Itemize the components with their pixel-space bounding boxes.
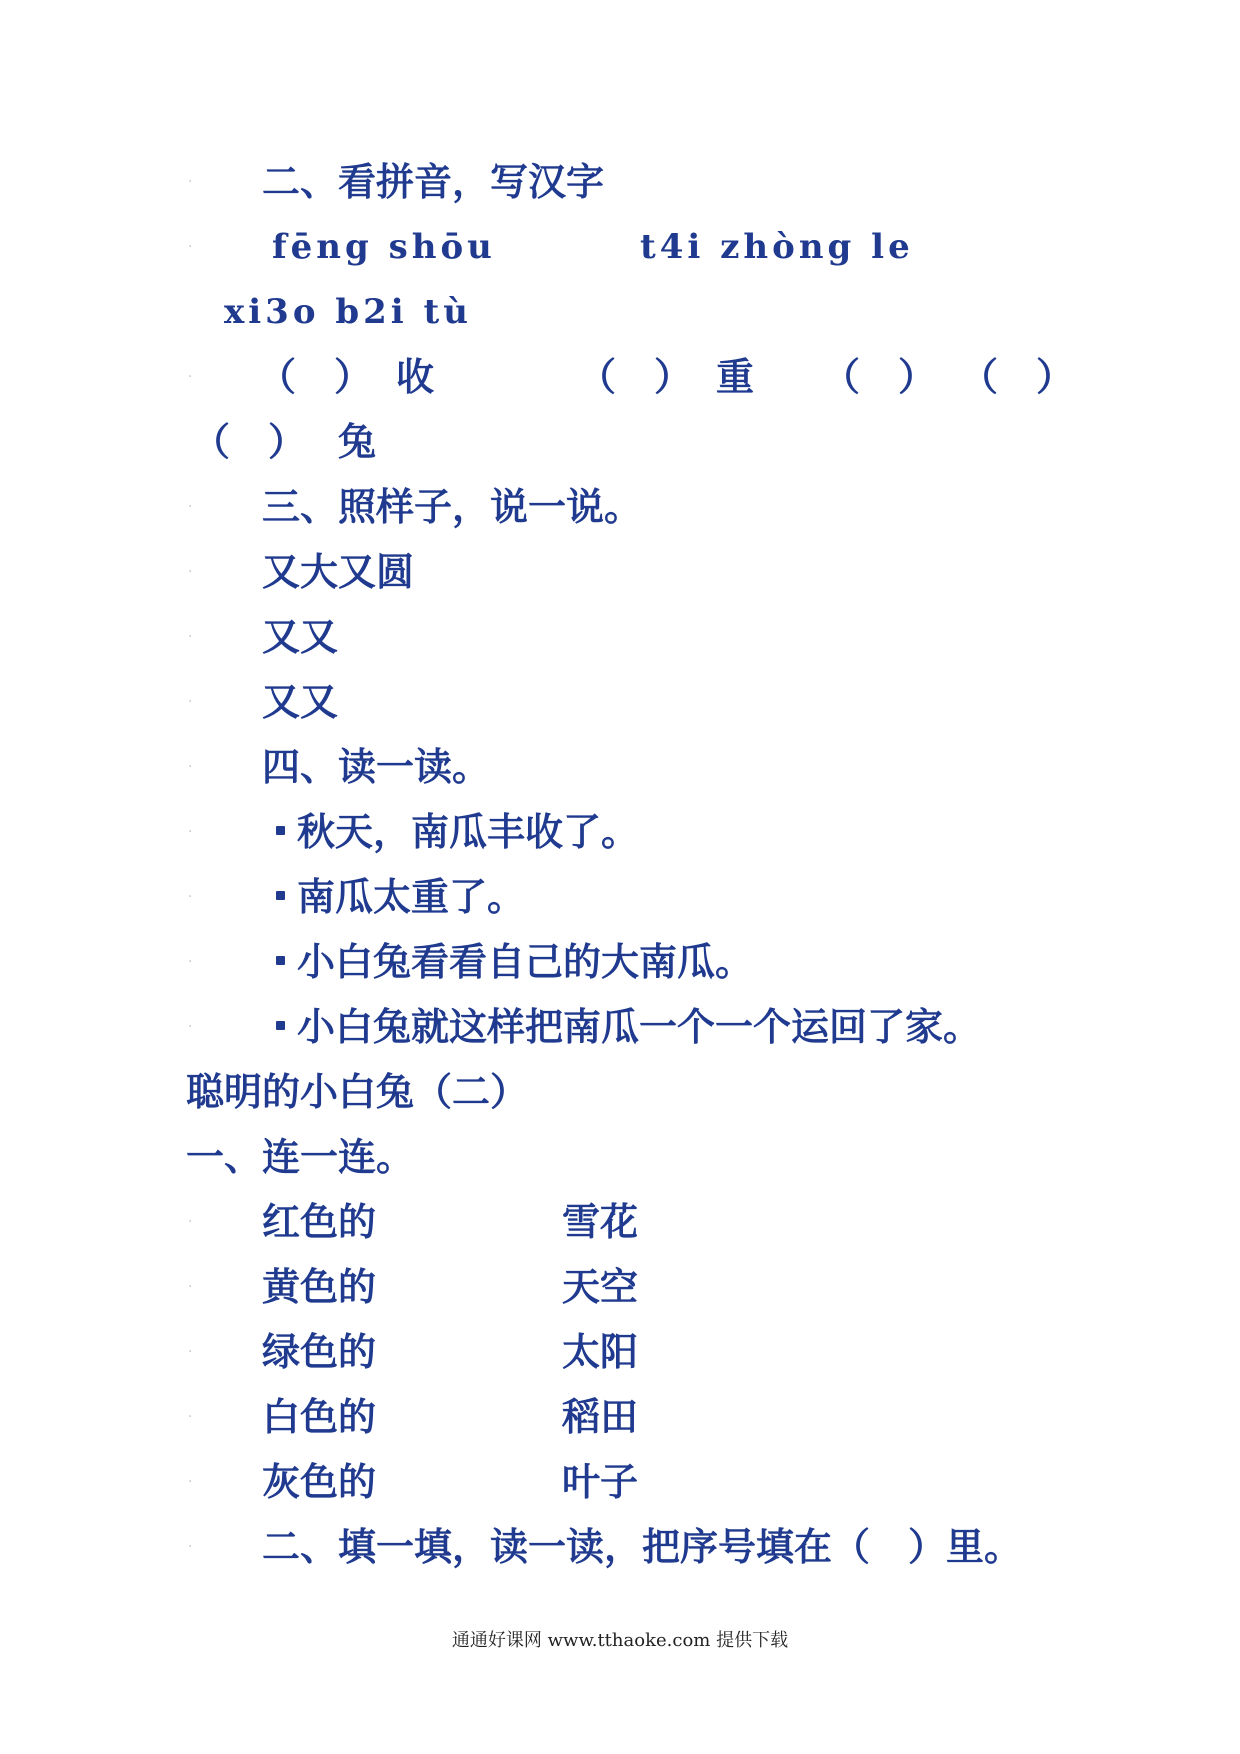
part-title-text: 一、连一连。 bbox=[186, 1135, 415, 1179]
matching-left[interactable]: 黄色的 bbox=[262, 1265, 377, 1309]
answer-blank[interactable]: （ ） bbox=[192, 420, 307, 464]
sentence-text: 小白兔就这样把南瓜一个一个运回了家。 bbox=[297, 1005, 982, 1049]
matching-right[interactable]: 稻田 bbox=[562, 1395, 639, 1439]
section-title-text: 四、读一读。 bbox=[262, 745, 491, 789]
section-title-text: 二、看拼音，写汉字 bbox=[262, 160, 605, 204]
sentence-text: 小白兔看看自己的大南瓜。 bbox=[297, 940, 754, 984]
matching-left[interactable]: 绿色的 bbox=[262, 1330, 377, 1374]
answer-blank[interactable]: （ ） bbox=[578, 355, 693, 399]
matching-left[interactable]: 灰色的 bbox=[262, 1460, 377, 1504]
section-title-text: 三、照样子，说一说。 bbox=[262, 485, 643, 529]
answer-blank[interactable]: （ ） bbox=[960, 355, 1075, 399]
example-text: 又大又圆 bbox=[262, 550, 415, 594]
bullet-icon bbox=[276, 891, 285, 900]
matching-left[interactable]: 白色的 bbox=[262, 1395, 377, 1439]
bullet-icon bbox=[276, 1021, 285, 1030]
given-character: 重 bbox=[716, 355, 755, 399]
sentence-text: 南瓜太重了。 bbox=[297, 875, 526, 919]
lesson-title-text: 聪明的小白兔（二） bbox=[186, 1070, 529, 1114]
matching-left[interactable]: 红色的 bbox=[262, 1200, 377, 1244]
pinyin-item: t4i zhòng le bbox=[640, 227, 914, 267]
bullet-icon bbox=[276, 826, 285, 835]
matching-right[interactable]: 天空 bbox=[562, 1265, 639, 1309]
given-character: 收 bbox=[396, 355, 435, 399]
matching-right[interactable]: 太阳 bbox=[562, 1330, 639, 1374]
page-footer: 通通好课网 www.tthaoke.com 提供下载 bbox=[451, 1630, 789, 1651]
practice-text: 又又 bbox=[262, 680, 339, 724]
practice-text: 又又 bbox=[262, 615, 339, 659]
pinyin-item: fēng shōu bbox=[272, 227, 496, 267]
answer-blank[interactable]: （ ） bbox=[258, 355, 373, 399]
given-character: 兔 bbox=[338, 420, 377, 464]
bullet-icon bbox=[276, 956, 285, 965]
answer-blank[interactable]: （ ） bbox=[822, 355, 937, 399]
part-title-text: 二、填一填，读一读，把序号填在（ ）里。 bbox=[262, 1525, 1023, 1569]
sentence-text: 秋天，南瓜丰收了。 bbox=[297, 810, 640, 854]
matching-right[interactable]: 叶子 bbox=[562, 1460, 639, 1504]
pinyin-item: xi3o b2i tù bbox=[224, 292, 472, 332]
matching-right[interactable]: 雪花 bbox=[562, 1200, 639, 1244]
